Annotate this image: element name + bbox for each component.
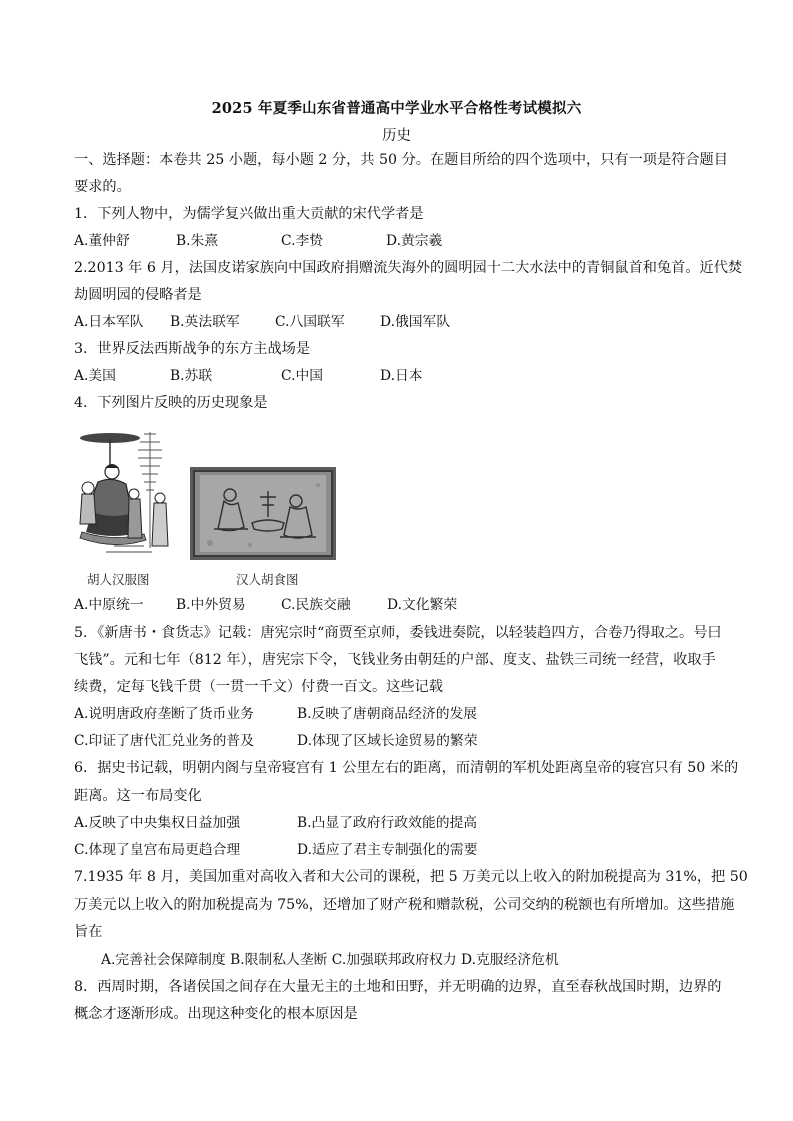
question-5-options-row1: [74, 705, 724, 723]
option-a: A.中原统一: [74, 597, 144, 613]
question-5-stem-line2: 飞钱”。元和七年（812 年），唐宪宗下令，飞钱业务由朝廷的户部、度支、盐铁三司统一经营，收取手: [74, 652, 716, 668]
option-a: A.日本军队: [74, 314, 144, 330]
section-instruction-line2: 要求的。: [74, 179, 131, 195]
option-d: D.日本: [380, 368, 423, 384]
question-5-stem-line3: 续费，定每飞钱千贯（一贯一千文）付费一百文。这些记载: [74, 679, 443, 695]
question-8-stem-line2: 概念才逐渐形成。出现这种变化的根本原因是: [74, 1006, 358, 1022]
question-6-options-row2: [74, 841, 724, 859]
question-2-stem-line1: 2.2013 年 6 月，法国皮诺家族向中国政府捐赠流失海外的圆明园十二大水法中的青铜鼠首和兔首。近代焚: [74, 260, 743, 276]
question-8-stem-line1: 8．西周时期，各诸侯国之间存在大量无主的土地和田野，并无明确的边界，直至春秋战国时期，边界的: [74, 979, 722, 995]
option-b: B.凸显了政府行政效能的提高: [297, 815, 478, 831]
question-6-stem-line1: 6．据史书记载，明朝内阁与皇帝寝宫有 1 公里左右的距离，而清朝的军机处距离皇帝的寝宫只有 50 米的: [74, 760, 739, 776]
option-c: C.李贽: [281, 233, 324, 249]
question-7-options: A.完善社会保障制度 B.限制私人垄断 C.加强联邦政府权力 D.克服经济危机: [101, 952, 559, 968]
option-b: B.英法联军: [170, 314, 240, 330]
option-d: D.适应了君主专制强化的需要: [297, 842, 478, 858]
question-3-options: [74, 367, 724, 385]
option-c: C.印证了唐代汇兑业务的普及: [74, 733, 255, 749]
option-b: B.反映了唐朝商品经济的发展: [297, 706, 478, 722]
question-7-stem-line1: 7.1935 年 8 月，美国加重对高收入者和大公司的课税，把 5 万美元以上收入的附加税提高为 31%，把 50: [74, 869, 748, 885]
option-c: C.民族交融: [281, 597, 351, 613]
question-5-stem-line1: 5．《新唐书・食货志》记载：唐宪宗时“商贾至京师，委钱进奏院，以轻装趋四方，合卷乃得取之。号曰: [74, 625, 722, 641]
option-a: A.说明唐政府垄断了货币业务: [74, 706, 254, 722]
subject-heading: 历史: [382, 128, 411, 144]
option-c: C.中国: [281, 368, 324, 384]
question-2-stem-line2: 劫圆明园的侵略者是: [74, 287, 202, 303]
question-7-stem-line2: 万美元以上收入的附加税提高为 75%，还增加了财产税和赠款税，公司交纳的税额也有所增加。这些措施: [74, 897, 735, 913]
han-hu-food-relief: [190, 467, 336, 560]
question-4-options: [74, 596, 724, 614]
question-4-stem: 4．下列图片反映的历史现象是: [74, 395, 268, 411]
option-a: A.美国: [74, 368, 116, 384]
option-d: D.俄国军队: [380, 314, 451, 330]
option-c: C.体现了皇宫布局更趋合理: [74, 842, 241, 858]
option-d: D.黄宗羲: [386, 233, 443, 249]
option-b: B.中外贸易: [176, 597, 246, 613]
question-6-stem-line2: 距离。这一布局变化: [74, 788, 202, 804]
question-1-stem: 1．下列人物中，为儒学复兴做出重大贡献的宋代学者是: [74, 206, 424, 222]
option-a: A.董仲舒: [74, 233, 130, 249]
figure-caption-1: 胡人汉服图: [87, 572, 150, 587]
figure-caption-2: 汉人胡食图: [236, 572, 299, 587]
hu-han-clothing-illustration: [74, 428, 174, 560]
section-instruction-line1: 一、选择题：本卷共 25 小题，每小题 2 分，共 50 分。在题目所给的四个选项中，只有一项是符合题目: [74, 152, 728, 168]
option-d: D.文化繁荣: [387, 597, 458, 613]
option-a: A.反映了中央集权日益加强: [74, 815, 241, 831]
option-b: B.苏联: [170, 368, 213, 384]
question-7-stem-line3: 旨在: [74, 924, 103, 940]
option-c: C.八国联军: [275, 314, 345, 330]
option-d: D.体现了区域长途贸易的繁荣: [297, 733, 478, 749]
question-6-options-row1: [74, 814, 724, 832]
question-1-options: [74, 232, 724, 250]
question-3-stem: 3．世界反法西斯战争的东方主战场是: [74, 341, 311, 357]
option-b: B.朱熹: [176, 233, 219, 249]
question-2-options: [74, 313, 724, 331]
question-5-options-row2: [74, 732, 724, 750]
page-title: 2025 年夏季山东省普通高中学业水平合格性考试模拟六: [211, 100, 582, 117]
